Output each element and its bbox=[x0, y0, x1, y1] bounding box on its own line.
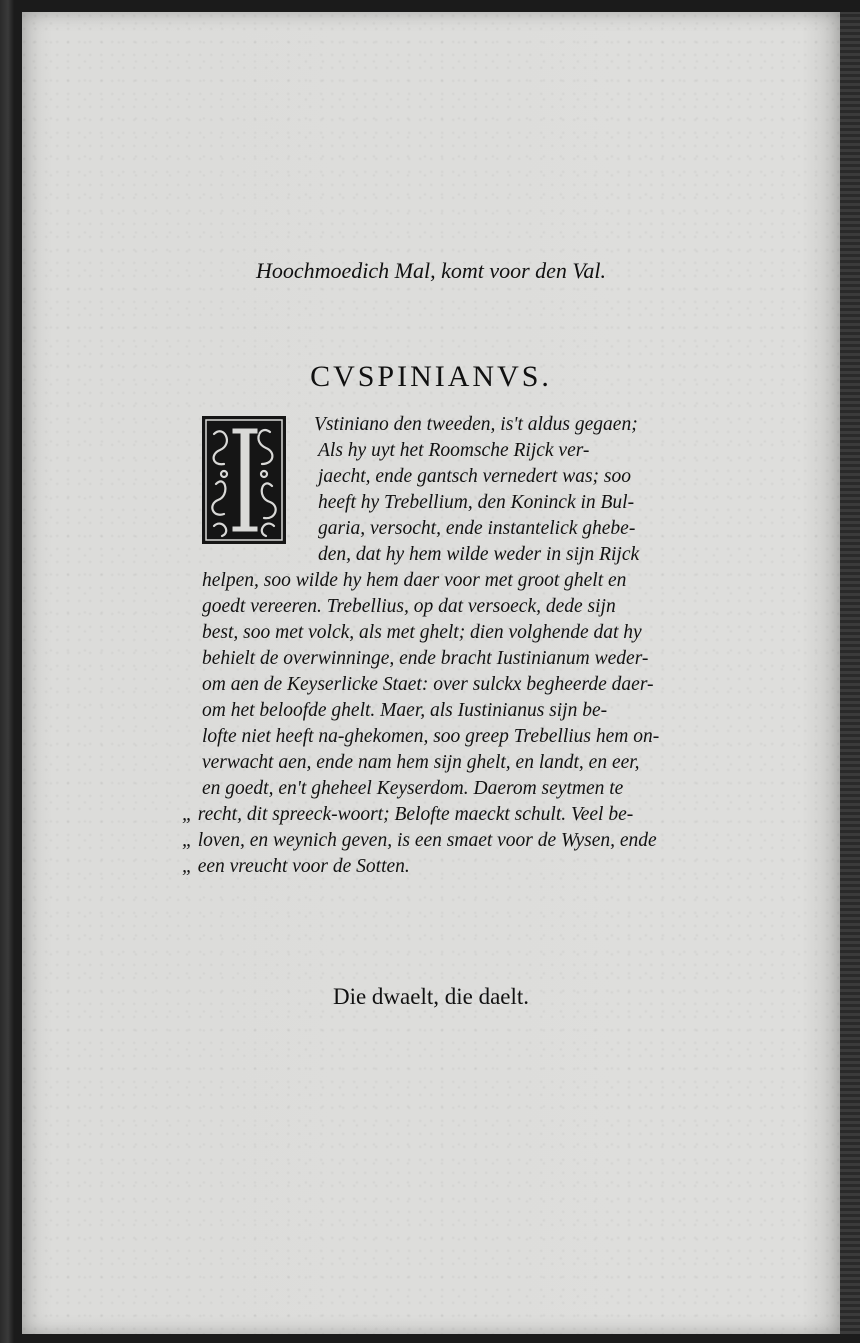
body-line-14: verwacht aen, ende nam hem sijn ghelt, en landt, en eer, bbox=[202, 752, 640, 773]
body-line-2: Als hy uyt het Roomsche Rijck ver- bbox=[318, 440, 590, 461]
page-title: CVSPINIANVS. bbox=[310, 360, 552, 393]
body-line-15: en goedt, en't gheheel Keyserdom. Daerom seytmen te bbox=[202, 778, 624, 799]
book-page bbox=[22, 12, 840, 1334]
body-line-18: „ een vreucht voor de Sotten. bbox=[182, 856, 410, 877]
body-line-17: „ loven, en weynich geven, is een smaet voor de Wysen, ende bbox=[182, 830, 657, 851]
body-line-10: behielt de overwinninge, ende bracht Iustinianum weder- bbox=[202, 648, 649, 669]
top-motto: Hoochmoedich Mal, komt voor den Val. bbox=[255, 258, 607, 283]
body-line-6: den, dat hy hem wilde weder in sijn Rijck bbox=[318, 544, 640, 565]
body-line-9: best, soo met volck, als met ghelt; dien volghende dat hy bbox=[202, 622, 642, 643]
body-line-3: jaecht, ende gantsch vernedert was; soo bbox=[318, 466, 632, 487]
body-line-1: Vstiniano den tweeden, is't aldus gegaen; bbox=[314, 414, 638, 435]
body-line-7: helpen, soo wilde hy hem daer voor met groot ghelt en bbox=[202, 570, 627, 591]
bottom-motto: Die dwaelt, die daelt. bbox=[332, 984, 530, 1009]
body-line-5: garia, versocht, ende instantelick ghebe- bbox=[318, 518, 636, 539]
decorated-initial bbox=[200, 414, 288, 546]
book-edge bbox=[838, 12, 860, 1334]
body-line-8: goedt vereeren. Trebellius, op dat versoeck, dede sijn bbox=[202, 596, 616, 617]
body-line-11: om aen de Keyserlicke Staet: over sulckx begheerde daer- bbox=[202, 674, 654, 695]
body-line-16: „ recht, dit spreeck-woort; Belofte maeckt schult. Veel be- bbox=[182, 804, 634, 825]
body-line-4: heeft hy Trebellium, den Koninck in Bul- bbox=[318, 492, 635, 513]
body-line-12: om het beloofde ghelt. Maer, als Iustinianus sijn be- bbox=[202, 700, 608, 721]
body-line-13: lofte niet heeft na-ghekomen, soo greep Trebellius hem on- bbox=[202, 726, 660, 747]
initial-letter: I bbox=[244, 492, 245, 493]
